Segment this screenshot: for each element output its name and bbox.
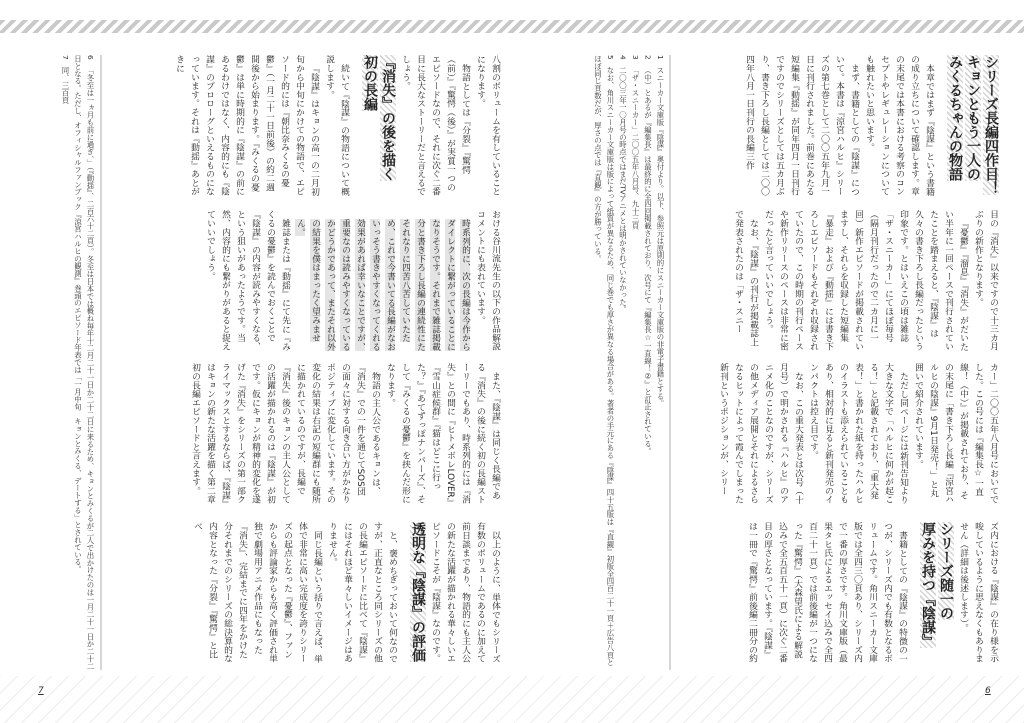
paragraph-continuation: 八割のボリュームを有していることになります。 xyxy=(475,55,500,196)
paragraph: ただし同ページには新刊告知より大きな文字で「ハルヒに何かが起こる！」と記載されており、「重大発表！」と書かれた紙を持ったハルヒのイラストも添えられていることもあり、相対的に見ると新刊発売のインパクトは控え目です。 xyxy=(808,363,908,504)
quote-text: 時系列的に、次の長編は今作からダイレクトに繋がっていることになりそうです。それまで雑誌掲載分と書き下ろし長編の連続性にたそれなりに四苦八苦していたため、これで今書いてる長編がなおいっそう書きやすくなってくれる効果があれば幸いなことですが、重要なのは読みやすくなっているかどうかであって、またそれ以外の結果を僕はまったく望みません。 xyxy=(295,218,470,351)
footnote-number: 2 xyxy=(643,55,653,60)
footnote-text: スニーカー文庫版『陰謀』奥付より。以下、参照元は原則的にスニーカー文庫版の非電子書籍とする。 xyxy=(656,66,665,408)
paragraph: 続いて『陰謀』の物語について概説します。 xyxy=(324,55,349,196)
footnote-text: 「冬至は一ヵ月も前に過ぎ、」（『動揺』、二百六十二頁）。冬至は日本では概ね毎年十二月二十一日か二十二日に来るため、キョンとみくるが二人で出かけたのは一月二十一日か二十二日となる。ただし、オフィシャルファンブック『涼宮ハルヒの観測』巻頭のエピソード年表では「一月中旬 キョンとみくる、デートする」とされている。 xyxy=(73,55,95,670)
paragraph: なお、この重大発表とは次号（十月号）で明かされる『ハルヒ』のアニメ化のことなのですが、シリーズの他メディア展開とそれによるさらなるヒットによって霞んでしまった新刊というポジションが、シリー xyxy=(718,363,803,504)
paragraph: また、『陰謀』は同じく長編である『消失』の後に続く初の長編ストーリーでもあり、時系列的には『消失』との間に『ヒトメボレLOVER』『雪山症候群』『猫はどこに行った？』『あてずっぽナンバーズ』、そして『みくるの憂鬱』を挟んだ形になります。 xyxy=(385,363,500,504)
section-heading-line: 透明な『陰謀』の評価 xyxy=(410,522,426,662)
block-quote xyxy=(292,210,472,351)
text-tier-4 xyxy=(108,522,502,663)
section-heading xyxy=(946,55,1000,196)
section-heading-line: 『消失』の後を描く xyxy=(380,55,396,181)
section-heading-line: 初の長編 xyxy=(362,55,378,111)
footnote-item xyxy=(641,55,654,670)
section-heading-line: シリーズ随一の xyxy=(938,522,954,620)
footnote-item xyxy=(591,55,616,670)
footnotes xyxy=(548,55,666,670)
footnote-item xyxy=(59,55,72,670)
footnote-number: 5 xyxy=(606,55,615,60)
paragraph: 本章ではまず『陰謀』という書籍の成り立ちについて確認します。章の末尾では本書における考察のコンセプトやレギュレーションについても触れたいと思います。 xyxy=(864,55,934,196)
footnote-number: 4 xyxy=(618,55,628,60)
text-tier-3 xyxy=(108,363,502,504)
bottom-stripe-band xyxy=(0,676,1024,723)
paragraph: 物語の主人公であるキョンは、『消失』での一件を通じてSOS団の面々に対する向き合い方がかなりポジティブに変化しています。その変化の結果は右記の短編群にも随所に描かれているのですが、長編で『消失』後のキョンの主人公としての活躍が描かれるのは『陰謀』が初です。仮にキョンが精神的変化を遂げた『消失』をシリーズの第一部クライマックスとするならば、『陰謀』はキョンの新たな活躍を描く第二章初の長編エピソードと言えます。 xyxy=(190,363,380,504)
paragraph: 物語としては『分裂』『驚愕（前）』『驚愕（後）』が実質一つのエピソードなので、それに次ぐ二番目に長大なストーリーだと言えるでしょう。 xyxy=(400,55,470,196)
page-number-7: 7 xyxy=(38,686,44,696)
section-heading-line: みくるちゃんの物語 xyxy=(947,55,963,181)
footnote-text: なお、角川スニーカー文庫版は版によって紙質が異なるため、同じ巻でも厚さが異なる場合がある。著者の手元にある『陰謀』四十五版は『直観』初版全四百二十一頁＋広告八頁とほぼ同じ頁数だが、厚さの点では『直観』の方が勝っている。 xyxy=(593,55,615,667)
paragraph: と、褒めちぎっておいて何なのですが、正直なところ同シリーズの他の長編エピソードに比べて『陰謀』にはそれほど華々しいイメージはありません。 xyxy=(327,522,397,663)
paragraph: なお、『陰謀』の刊行が掲載誌上で発表されたのは「ザ・スニー xyxy=(733,210,758,347)
section-heading xyxy=(409,522,427,663)
footnote-number: 3 xyxy=(631,55,640,60)
page-number-6: 6 xyxy=(985,686,991,696)
section-heading-line: キョンともう一人の xyxy=(965,55,981,181)
text-tier-1 xyxy=(108,55,502,196)
footnote-number: 6 xyxy=(86,55,95,60)
paragraph: 書籍としての『陰謀』の特徴の一つが、シリーズ内でも有数となるボリュームです。角川スニーカー文庫版では全四三〇頁あり、シリーズ内で一番の厚さです。角川文庫版（最果タヒ氏によるエッセイ込みで全四百二十一頁）では前後編が一つになった『驚愕』（大森望氏による解説込みで全五百五十一頁）に次ぐ二番目の厚さとなっています。『陰謀』は一冊で『驚愕』前後編二冊分の約 xyxy=(747,522,907,663)
text-tier-4 xyxy=(672,522,1000,663)
section-heading xyxy=(919,522,955,663)
footnote-item xyxy=(654,55,667,670)
paragraph-continuation: ズ内における『陰謀』の在り様を示唆しているように思えなくもありません（詳細は後述します）。 xyxy=(958,522,998,663)
paragraph-continuation: おける谷川流先生の以下の作品解説コメントにも表れています。 xyxy=(475,210,500,351)
footnote-number: 7 xyxy=(61,55,70,60)
footnote-divider xyxy=(100,55,102,670)
paragraph: まず、書籍としての『陰謀』について。本書は『涼宮ハルヒ』シリーズの第七巻として二〇〇五年九月一日に刊行されました。前巻にあたる短編集『動揺』が同年四月一日刊行ですのでシリーズとしては五カ月ぶり、書き下ろし長編としては二〇〇四年八月一日刊行の長編三作 xyxy=(744,55,859,196)
footnote-divider xyxy=(669,55,671,670)
footnote-text: 二〇〇三年一〇月号の時点ではまだTVアニメとは明かされていなかった。 xyxy=(618,66,628,314)
footnote-text: 「ザ・スニーカー」二〇〇五年八月号、九十三頁 xyxy=(631,66,640,230)
footnote-number: 1 xyxy=(656,55,665,60)
footnote-text: 同、三百頁 xyxy=(61,66,70,104)
paragraph: 雑誌または『動揺』にて先に『みくるの憂鬱』を読んでおくことで『陰謀』の内容が読みやすくなる、という狙いがあったようです。当然、内容的にも繋がりがあると捉えていいでしょう。 xyxy=(205,210,290,351)
footnotes xyxy=(26,55,96,670)
text-tier-2 xyxy=(672,210,1000,351)
paragraph: 『陰謀』はキョンの高一の二月初旬から中旬にかけての物語で、エピソード的には『朝比奈みくるの憂鬱』（一月二十一日前後）の約二週間後から始まります。『みくるの憂鬱』は単に時期的に『陰謀』の前にあるわけではなく、内容的にも『陰謀』のプロローグといえるものになっています。それは『動揺』あとがきに xyxy=(174,55,319,196)
text-tier-3 xyxy=(672,363,1000,504)
text-tier-1 xyxy=(672,55,1000,196)
top-stripe-band xyxy=(0,20,1024,33)
paragraph-continuation: 目の『消失』以来ですので十三カ月ぶりの新作となります。 xyxy=(973,210,998,351)
section-heading-line: 厚みを持つ『陰謀』 xyxy=(920,522,936,648)
paragraph: 『憂鬱』『溜息』『消失』がだいたい半年に一回ペースで刊行されていたことを踏まえると、『陰謀』は久々の書き下ろし長編だったという印象です。とはいえこの頃は雑誌「ザ・スニーカー」にてほぼ毎号（隔月刊行だったので二カ月に一回）新作エピソードが掲載されていますし、それらを収録した短編集『暴走』および『動揺』には書き下ろしエピソードもそれぞれ収録されていたので、この時期の刊行ペースや新作リリースのペースは非常に密だったと言っていいでしょう。 xyxy=(763,210,968,351)
paragraph: 以上のように、単体でもシリーズ有数のボリュームであるのに加えて前日談まであり、物語的にも主人公の新たな活躍が描かれる華々しいエピソードこそが『陰謀』なのです。 xyxy=(430,522,500,663)
footnote-item xyxy=(629,55,642,670)
footnote-item xyxy=(616,55,629,670)
section-heading xyxy=(361,55,397,196)
text-tier-2 xyxy=(108,210,502,351)
footnote-item xyxy=(71,55,96,670)
paragraph: 同じ長編という括りで言えば、単体で非常に高い完成度を誇りシリーズの起点となった『憂鬱』、ファンからも評論家からも高く評価され単独で劇場用アニメ作品にもなった『消失』、完結までに四年をかけた分それまでのシリーズの総決算的な内容となった『分裂』『驚愕』と比べ xyxy=(192,522,322,663)
section-heading-line: シリーズ長編四作目！ xyxy=(983,55,999,195)
paragraph-continuation: カー」二〇〇五年八月号においてでした。この号には『編集長☆一直線！（中）』が掲載されており、その末尾に「書き下ろし長編『涼宮ハルヒの陰謀』9月1日発売！」と丸囲いで紹介されています。 xyxy=(913,363,998,504)
footnote-text: （中）とあるが『編集長』は最終的に全四回掲載されており、次号にて『編集長☆一直線！②』と訂正されている。 xyxy=(643,66,653,455)
